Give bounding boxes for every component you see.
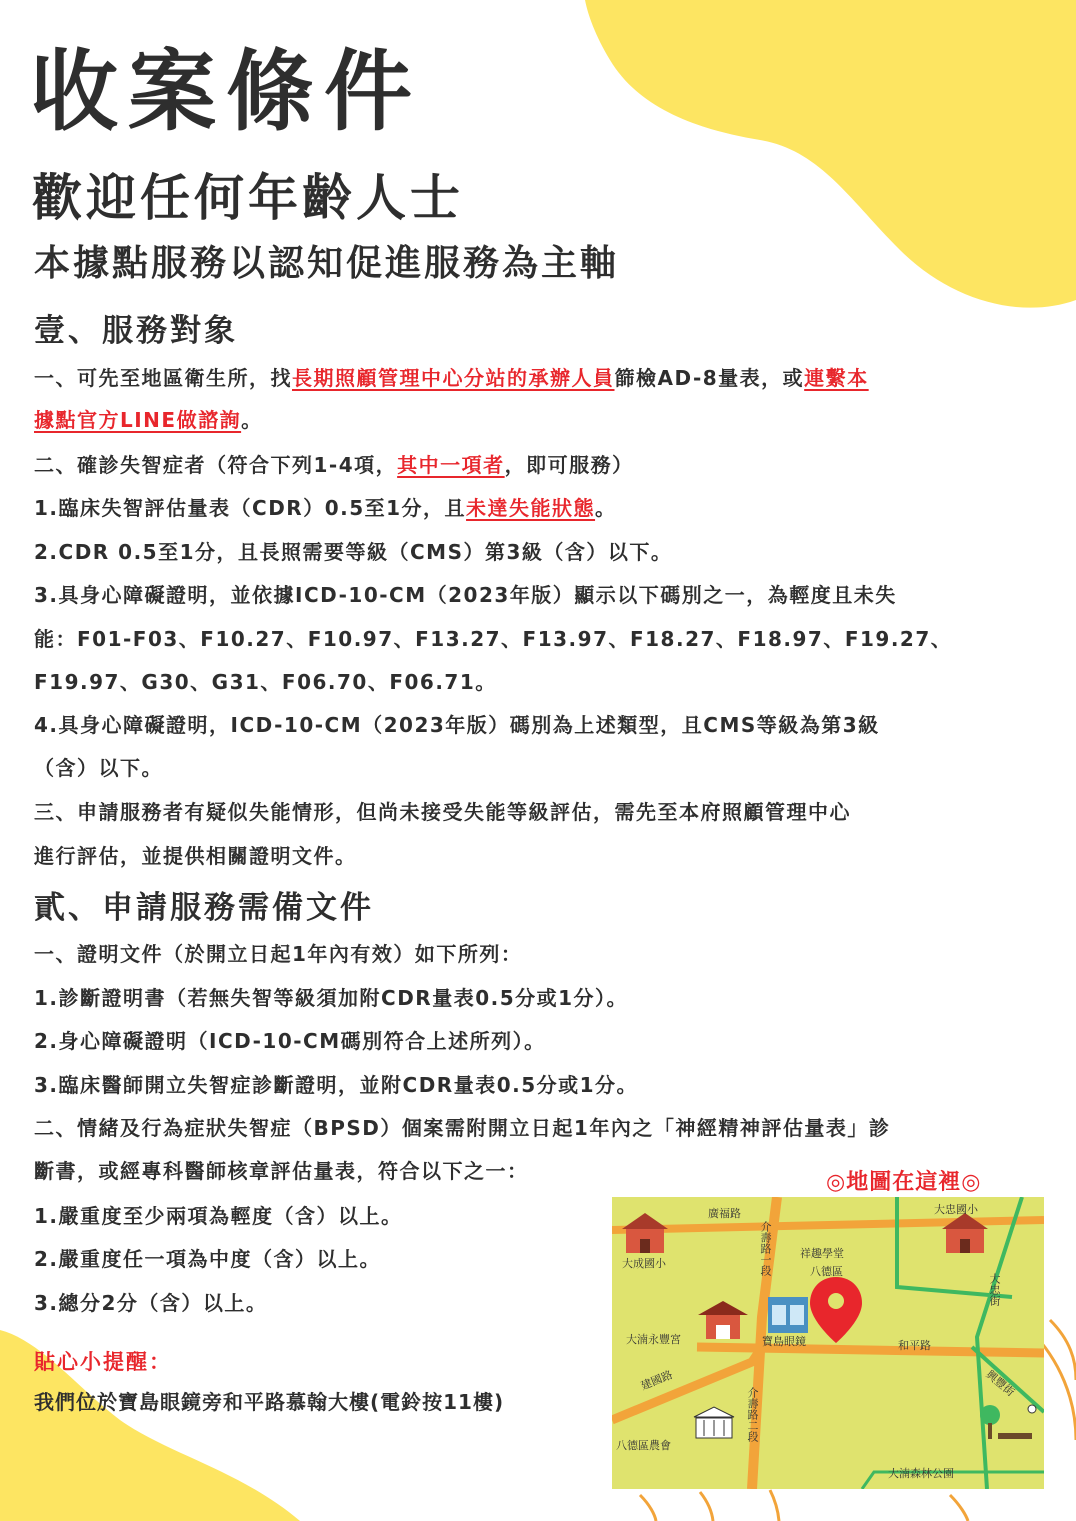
subtitle-welcome: 歡迎任何年齡人士 [32, 169, 464, 227]
s2-line-5: 二、情緒及行為症狀失智症（BPSD）個案需附開立日起1年內之「神經精神評估量表」診 [34, 1116, 891, 1140]
map-label-farmers: 八德區農會 [616, 1439, 671, 1452]
map-label-bade: 八德區 [810, 1265, 843, 1278]
s1-highlight-case-manager: 長期照顧管理中心分站的承辦人員 [292, 366, 615, 390]
map-label: ◎地圖在這裡◎ [826, 1170, 982, 1195]
page-title: 收案條件 [30, 40, 423, 143]
school-icon-dacheng [622, 1213, 668, 1253]
s1-line-10: （含）以下。 [34, 756, 163, 780]
s1-highlight-not-disabled: 未達失能狀態 [466, 496, 596, 520]
road-heping [697, 1347, 1044, 1353]
map-label-xingfeng: 興豐街 [983, 1367, 1017, 1399]
s2-line-7: 1.嚴重度至少兩項為輕度（含）以上。 [34, 1204, 403, 1228]
s1-highlight-line: 據點官方LINE做諮詢 [34, 408, 242, 432]
temple-icon [698, 1301, 748, 1339]
s1-line-7: 能：F01-F03、F10.27、F10.97、F13.27、F13.97、F18.27、F18.97、F19.27、 [34, 627, 953, 651]
s2-line-6: 斷書，或經專科醫師核章評估量表，符合以下之一： [34, 1159, 529, 1183]
s1-line-3-a: 二、確診失智症者（符合下列1-4項， [34, 453, 398, 477]
map-label-dazhong-street: 大忠街 [988, 1273, 1001, 1306]
s1-line-2 [34, 404, 263, 433]
s1-highlight-contact: 連繫本 [804, 366, 869, 390]
subtitle-service-focus: 本據點服務以認知促進服務為主軸 [34, 243, 620, 284]
map-label-jieshou-1: 介壽路一段 [759, 1221, 772, 1276]
s1-line-8: F19.97、G30、G31、F06.70、F06.71。 [34, 670, 497, 694]
map-label-optical: 寶島眼鏡 [762, 1335, 806, 1348]
s2-line-8: 2.嚴重度任一項為中度（含）以上。 [34, 1247, 382, 1271]
section-heading-service-target: 壹、服務對象 [34, 313, 238, 349]
s1-line-6: 3.具身心障礙證明，並依據ICD-10-CM（2023年版）顯示以下碼別之一，為輕度且未失 [34, 583, 897, 607]
section-heading-documents: 貳、申請服務需備文件 [34, 890, 374, 926]
s1-line-11: 三、申請服務者有疑似失能情形，但尚未接受失能等級評估，需先至本府照顧管理中心 [34, 800, 851, 824]
s1-line-4-a: 1.臨床失智評估量表（CDR）0.5至1分，且 [34, 496, 467, 520]
s2-line-9: 3.總分2分（含）以上。 [34, 1291, 268, 1315]
map-label-jieshou-2: 介壽路二段 [746, 1387, 759, 1442]
s1-line-1 [34, 362, 869, 391]
location-map[interactable] [612, 1197, 1044, 1489]
optical-shop-icon [768, 1297, 808, 1333]
s1-line-4 [34, 492, 617, 521]
s1-line-1-a: 一、可先至地區衛生所，找 [34, 366, 292, 390]
park-icon [980, 1405, 1036, 1439]
s1-line-9: 4.具身心障礙證明，ICD-10-CM（2023年版）碼別為上述類型，且CMS等級為第3級 [34, 713, 880, 737]
s1-line-3-c: ，即可服務） [504, 453, 634, 477]
s1-line-5: 2.CDR 0.5至1分，且長照需要等級（CMS）第3級（含）以下。 [34, 540, 673, 564]
s1-line-1-c: 篩檢AD-8量表，或 [614, 366, 805, 390]
s2-line-2: 1.診斷證明書（若無失智等級須加附CDR量表0.5分或1分）。 [34, 986, 629, 1010]
s1-line-2-b: 。 [241, 408, 263, 432]
map-label-dazhong: 大忠國小 [934, 1203, 978, 1216]
s1-line-4-c: 。 [595, 496, 617, 520]
s1-line-3 [34, 449, 634, 478]
map-label-temple: 大湳永豐宮 [626, 1333, 681, 1346]
s2-line-3: 2.身心障礙證明（ICD-10-CM碼別符合上述所列）。 [34, 1029, 546, 1053]
map-label-park: 大湳森林公園 [888, 1467, 954, 1480]
s2-line-1: 一、證明文件（於開立日起1年內有效）如下所列： [34, 942, 523, 966]
tip-title: 貼心小提醒： [34, 1350, 172, 1374]
map-label-guangfu: 廣福路 [708, 1207, 741, 1220]
s1-line-12: 進行評估，並提供相關證明文件。 [34, 844, 357, 868]
tip-address: 我們位於寶島眼鏡旁和平路慕翰大樓(電鈴按11樓) [34, 1390, 505, 1414]
s1-highlight-one-item: 其中一項者 [397, 453, 505, 477]
location-pin-icon [810, 1277, 862, 1343]
map-label-xiangqu: 祥趣學堂 [800, 1247, 844, 1260]
bank-icon [694, 1407, 734, 1438]
road-jianguo [612, 1347, 762, 1420]
map-label-jianguo: 建國路 [638, 1368, 675, 1393]
map-label-heping: 和平路 [898, 1339, 931, 1352]
map-label-dacheng: 大成國小 [622, 1257, 666, 1270]
s2-line-4: 3.臨床醫師開立失智症診斷證明，並附CDR量表0.5分或1分。 [34, 1073, 639, 1097]
